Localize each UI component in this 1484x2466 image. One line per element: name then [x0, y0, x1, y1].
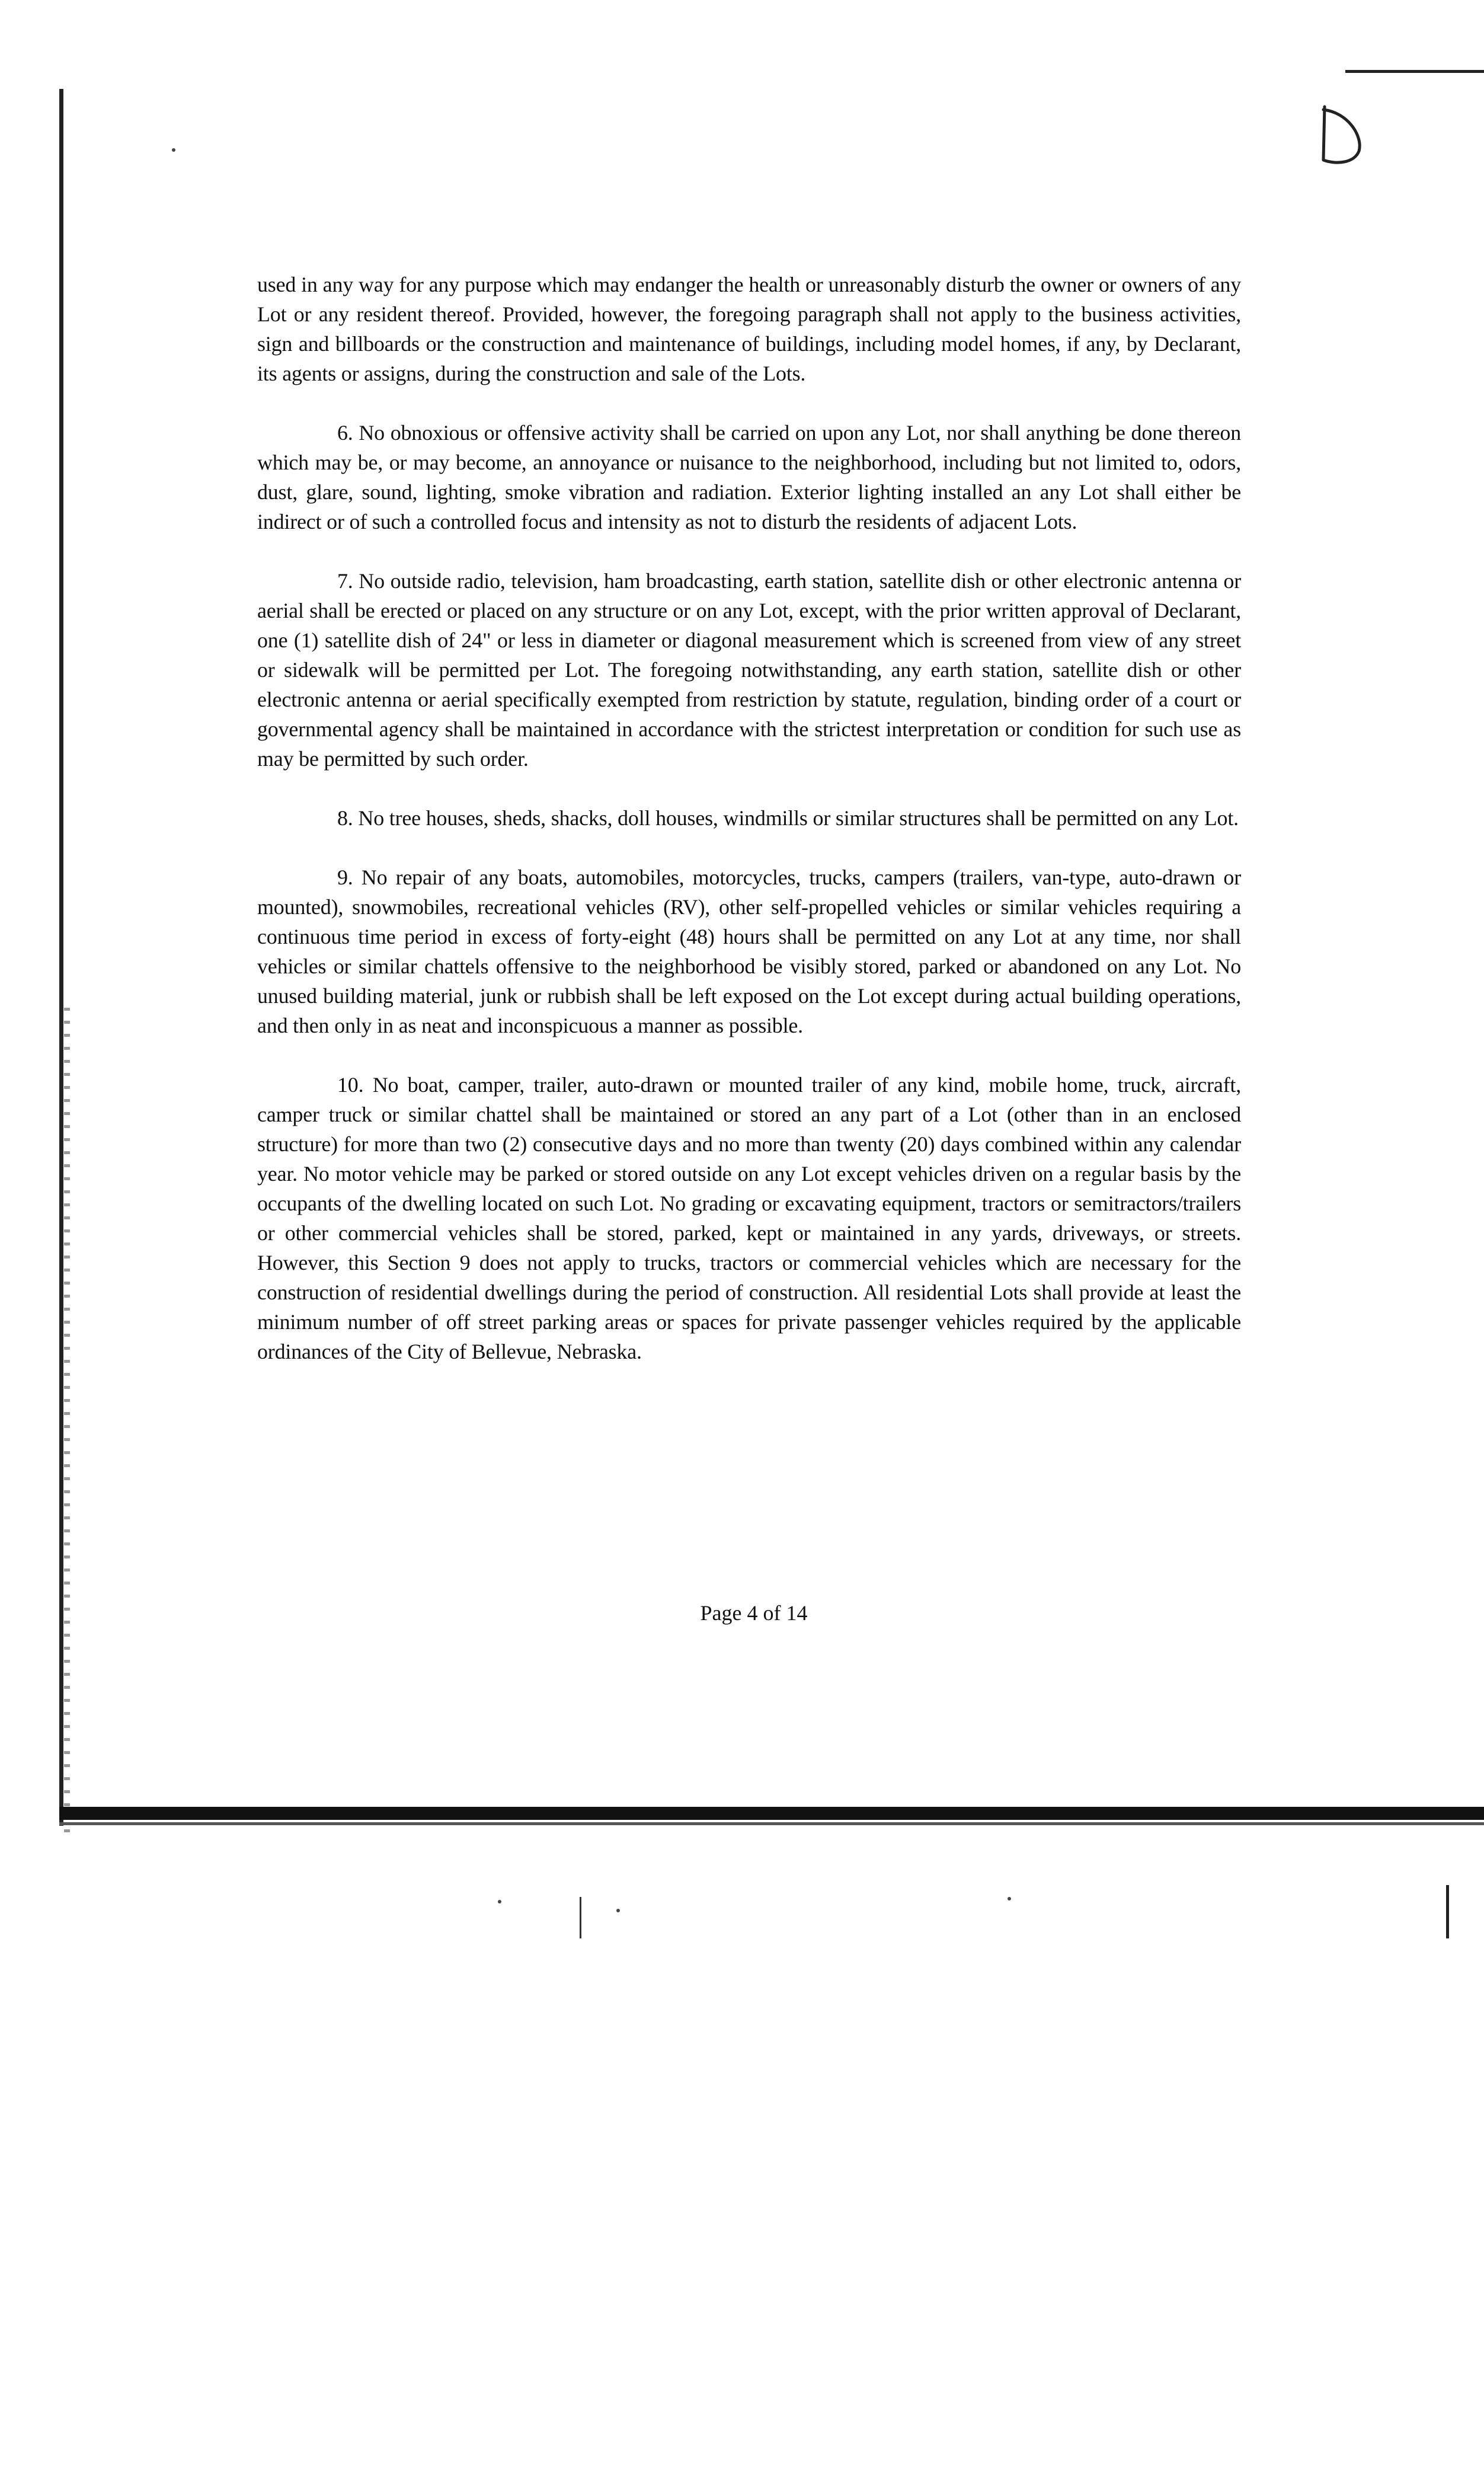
scan-speck	[1008, 1897, 1011, 1900]
paragraph-6: 6. No obnoxious or offensive activity shall be carried on upon any Lot, nor shall anything be done thereon which may be, or may become, an annoyance or nuisance to the neighborhood, including but not limited to, odors, dust, glare, sound, lighting, smoke vibration and radiation. Exterior lighting installed an any Lot shall either be indirect or of such a controlled focus and intensity as not to disturb the residents of adjacent Lots.	[257, 421, 1241, 534]
paragraph-9: 9. No repair of any boats, automobiles, motorcycles, trucks, campers (trailers, van-type, auto-drawn or mounted), snowmobiles, recreational vehicles (RV), other self-propelled vehicles or similar vehicles requiring a continuous time period in excess of forty-eight (48) hours shall be permitted on any Lot at any time, nor shall vehicles or similar chattels offensive to the neighborhood be visibly stored, parked or abandoned on any Lot. No unused building material, junk or rubbish shall be left exposed on the Lot except during actual building operations, and then only in as neat and inconspicuous a manner as possible.	[257, 865, 1241, 1037]
scan-speck	[616, 1909, 620, 1912]
paragraph-10: 10. No boat, camper, trailer, auto-drawn or mounted trailer of any kind, mobile home, truck, aircraft, camper truck or similar chattel shall be maintained or stored an any part of a Lot (other than in an enclosed structure) for more than two (2) consecutive days and no more than twenty (20) days combined within any calendar year. No motor vehicle may be parked or stored outside on any Lot except vehicles driven on a regular basis by the occupants of the dwelling located on such Lot. No grading or excavating equipment, tractors or semitractors/trailers or other commercial vehicles shall be stored, parked, kept or maintained in any yards, driveways, or streets. However, this Section 9 does not apply to trucks, tractors or commercial vehicles which are necessary for the construction of residential dwellings during the period of construction. All residential Lots shall provide at least the minimum number of off street parking areas or spaces for private passenger vehicles required by the applicable ordinances of the City of Bellevue, Nebraska.	[257, 1073, 1241, 1363]
scan-right-tick	[1446, 1885, 1449, 1938]
scan-top-right-border	[1345, 70, 1484, 73]
scan-left-noise	[64, 1008, 70, 1838]
document-body	[257, 270, 1241, 1396]
page-number: Page 4 of 14	[700, 1601, 808, 1625]
page-footer	[0, 1601, 1484, 1625]
scan-speck	[172, 148, 175, 152]
scan-left-border	[59, 89, 63, 1826]
scan-center-tick	[580, 1897, 581, 1938]
scan-speck	[498, 1900, 501, 1903]
paragraph-continued: used in any way for any purpose which may endanger the health or unreasonably disturb the owner or owners of any Lot or any resident thereof. Provided, however, the foregoing paragraph shall not apply to the business activities, sign and billboards or the construction and maintenance of buildings, including model homes, if any, by Declarant, its agents or assigns, during the construction and sale of the Lots.	[257, 273, 1241, 385]
paragraph-7: 7. No outside radio, television, ham broadcasting, earth station, satellite dish or other electronic antenna or aerial shall be erected or placed on any structure or on any Lot, except, with the prior written approval of Declarant, one (1) satellite dish of 24" or less in diameter or diagonal measurement which is screened from view of any street or sidewalk will be permitted per Lot. The foregoing notwithstanding, any earth station, satellite dish or other electronic antenna or aerial specifically exempted from restriction by statute, regulation, binding order of a court or governmental agency shall be maintained in accordance with the strictest interpretation or condition for such use as may be permitted by such order.	[257, 569, 1241, 771]
scan-bottom-border-shadow	[59, 1822, 1484, 1825]
handwritten-d-mark	[1313, 101, 1366, 172]
paragraph-8: 8. No tree houses, sheds, shacks, doll houses, windmills or similar structures shall be permitted on any Lot.	[337, 806, 1239, 830]
scan-bottom-border	[59, 1807, 1484, 1820]
